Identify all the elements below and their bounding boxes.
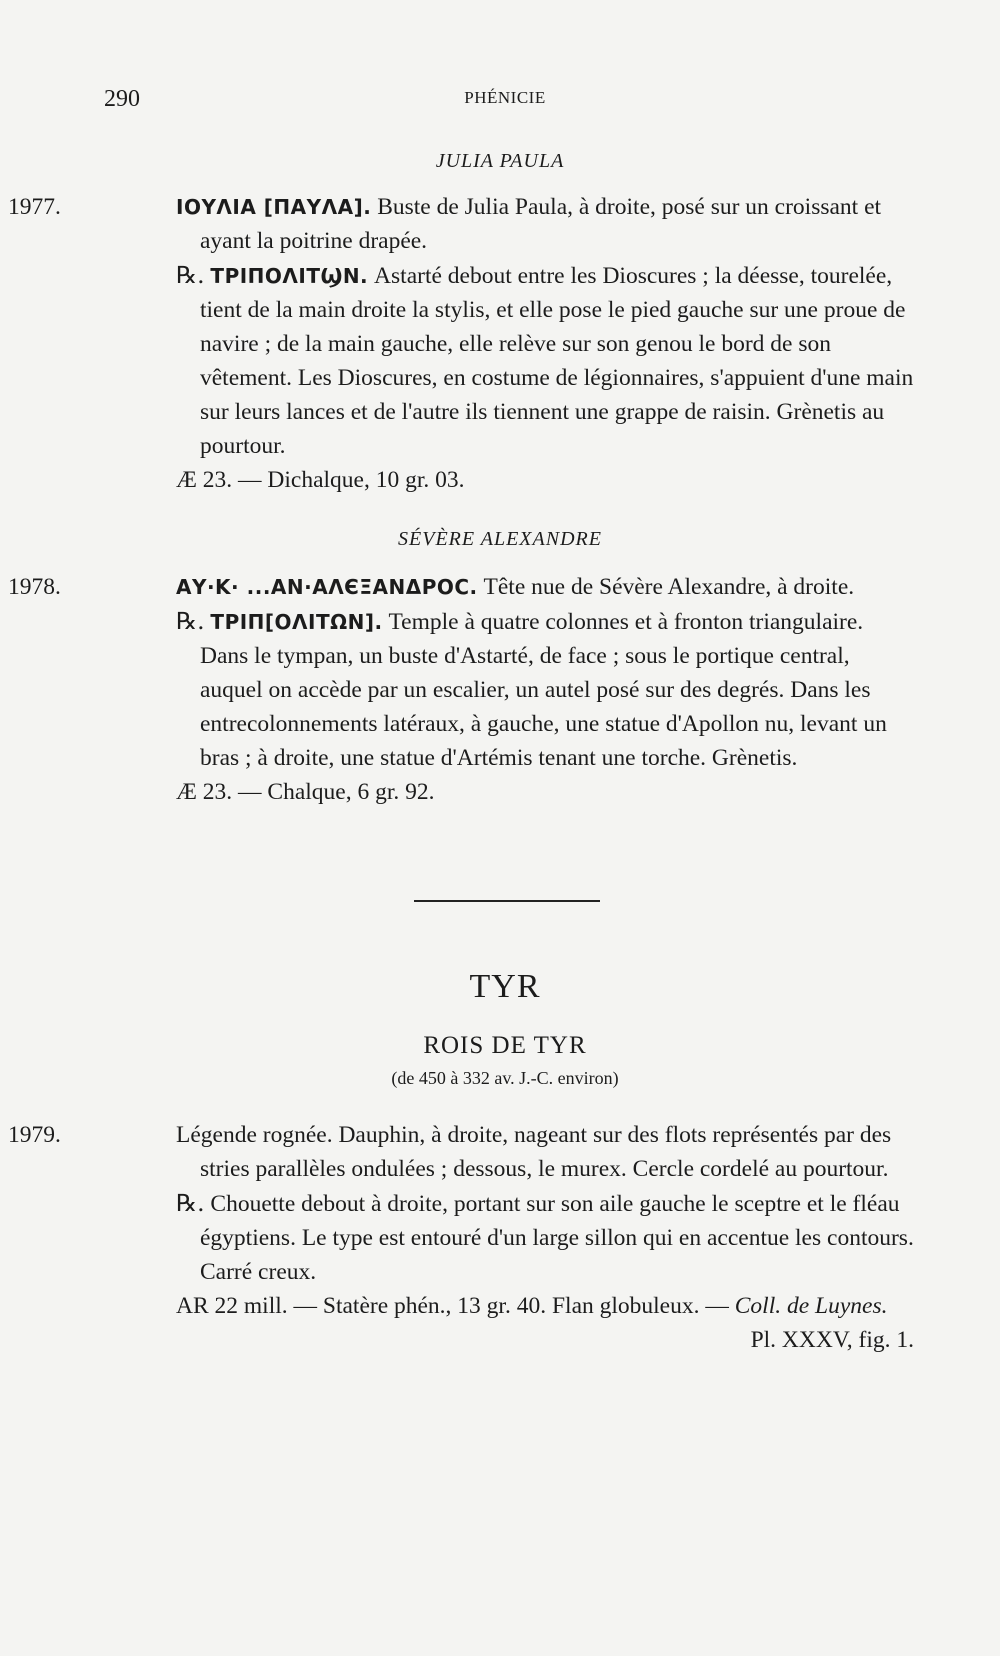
obverse-description: Tête nue de Sévère Alexandre, à droite. <box>483 574 855 600</box>
entry-1979-reverse <box>104 1186 914 1289</box>
entry-1979-obverse <box>8 1118 914 1186</box>
entry-1977-metadata: Æ 23. — Dichalque, 10 gr. 03. <box>176 467 465 493</box>
catalog-entry-1977 <box>8 190 914 497</box>
coin-legend: ΙΟΥΛΙΑ [ΠΑΥΛΑ]. <box>176 195 372 219</box>
running-title: PHÉNICIE <box>464 88 546 107</box>
collection-name: Coll. de Luynes. <box>734 1293 888 1319</box>
reverse-description: Astarté debout entre les Dioscures ; la déesse, tourelée, tient de la main droite la stylis, et elle pose le pied gauche sur une proue de navire ; de la main gauche, elle relève sur son genou le bord de son vêtement. Les Dioscures, en costume de légionnaires, s'appuient d'une main sur leurs lances et de l'autre ils tiennent une grappe de raisin. Grènetis au pourtour. <box>200 263 914 459</box>
page-number: 290 <box>104 86 140 112</box>
reverse-description: Temple à quatre colonnes et à fronton triangulaire. Dans le tympan, un buste d'Astarté, de face ; sous le portique central, auquel on accède par un escalier, un autel posé sur des degrés. Dans les entrecolonnements latéraux, à gauche, une statue d'Apollon nu, levant un bras ; à droite, une statue d'Artémis tenant une torche. Grènetis. <box>200 609 887 771</box>
subsection-title: ROIS DE TYR <box>423 1032 587 1059</box>
entry-number: 1979. <box>8 1122 61 1148</box>
entry-number: 1978. <box>8 574 61 600</box>
obverse-description: Légende rognée. Dauphin, à droite, nageant sur des flots représentés par des stries parallèles ondulées ; dessous, le murex. Cercle cordelé au pourtour. <box>176 1122 892 1182</box>
reverse-mark: ℞. <box>176 1189 205 1217</box>
entry-1977-reverse <box>104 258 914 463</box>
entry-1978-metadata: Æ 23. — Chalque, 6 gr. 92. <box>176 779 435 805</box>
section-heading-severe-alexandre: SÉVÈRE ALEXANDRE <box>398 528 602 550</box>
reverse-mark: ℞. <box>176 261 205 289</box>
entry-number: 1977. <box>8 194 61 220</box>
entry-1978-reverse <box>104 604 914 775</box>
coin-legend: ΑΥ·Κ· ...ΑΝ·ΑΛЄΞΑΝΔΡΟϹ. <box>176 575 478 599</box>
section-title-tyr: TYR <box>469 968 541 1005</box>
reverse-legend: ΤΡΙΠ[ΟΛΙΤΩΝ]. <box>210 610 383 634</box>
reverse-legend: ΤΡΙΠΟΛΙΤϢΝ. <box>210 264 369 288</box>
section-divider <box>414 900 600 902</box>
catalog-entry-1978 <box>8 570 914 809</box>
entry-1979-metadata <box>104 1289 914 1323</box>
entry-1978-obverse <box>8 570 914 604</box>
section-heading-julia-paula: JULIA PAULA <box>435 150 565 172</box>
entry-1977-obverse <box>8 190 914 258</box>
catalog-entry-1979 <box>8 1118 914 1357</box>
plate-reference: Pl. XXXV, fig. 1. <box>750 1327 914 1353</box>
obverse-description: Buste de Julia Paula, à droite, posé sur un croissant et ayant la poitrine drapée. <box>200 194 882 254</box>
metadata-text: AR 22 mill. — Statère phén., 13 gr. 40. Flan globuleux. — <box>176 1293 729 1319</box>
date-range: (de 450 à 332 av. J.-C. environ) <box>391 1068 619 1088</box>
reverse-description: Chouette debout à droite, portant sur son aile gauche le sceptre et le fléau égyptiens. Le type est entouré d'un large sillon qui en accentue les contours. Carré creux. <box>200 1191 914 1285</box>
reverse-mark: ℞. <box>176 607 205 635</box>
